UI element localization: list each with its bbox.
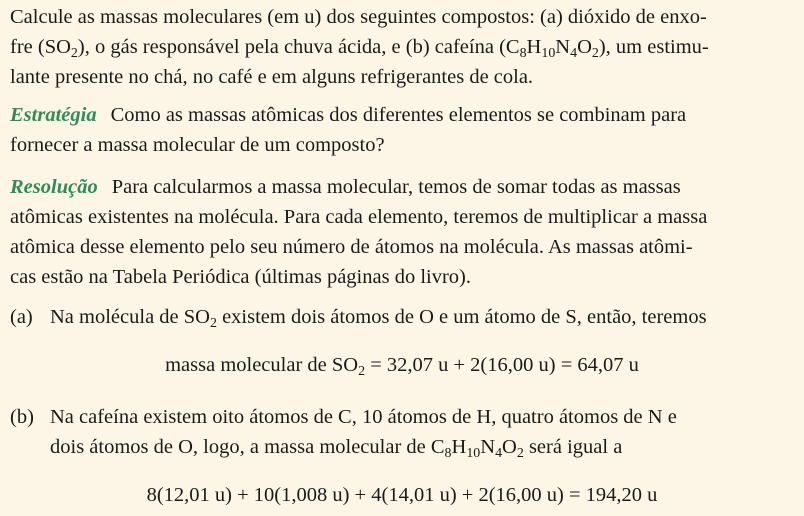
problem-line-3: lante presente no chá, no café e em alguns refrigerantes de cola. xyxy=(10,66,534,88)
part-b-line-1: Na cafeína existem oito átomos de C, 10 átomos de H, quatro átomos de N e xyxy=(50,406,677,428)
strategy-line-1: Como as massas atômicas dos diferentes elementos se combinam para xyxy=(110,104,687,126)
part-b-label: (b) xyxy=(10,406,34,428)
part-b-equation: 8(12,01 u) + 10(1,008 u) + 4(14,01 u) + 2(16,00 u) = 194,20 u xyxy=(146,484,658,506)
part-a xyxy=(10,302,796,332)
resolution-line-2: atômicas existentes na molécula. Para cada elemento, teremos de multiplicar a massa xyxy=(10,206,708,228)
part-b-text xyxy=(50,402,796,462)
resolution-line-3: atômica desse elemento pelo seu número de átomos na molécula. As massas atômi- xyxy=(10,236,693,258)
problem-line-2: fre $(SO_2)$, o gás responsável pela chuva ácida, e (b) cafeína $(C_8H_{10}N_4O_2)$, um estimu- xyxy=(10,36,709,62)
resolution-heading: Resolução xyxy=(10,176,98,198)
resolution-line-4: cas estão na Tabela Periódica (últimas páginas do livro). xyxy=(10,266,471,288)
part-a-equation: massa molecular de $SO_2 = 32,07$ u + 2(16,00 u) = 64,07 u xyxy=(165,354,639,380)
part-b xyxy=(10,402,796,462)
part-b-line-2: dois átomos de O, logo, a massa molecular de $C_8H_{10}N_4O_2$ será igual a xyxy=(50,436,623,462)
resolution-line-1: Para calcularmos a massa molecular, temos de somar todas as massas xyxy=(111,176,681,198)
part-a-label: (a) xyxy=(10,306,33,328)
strategy-heading: Estratégia xyxy=(10,104,97,126)
problem-line-1: Calcule as massas moleculares (em u) dos seguintes compostos: (a) dióxido de enxo- xyxy=(10,6,707,28)
resolution-paragraph xyxy=(10,172,796,292)
problem-statement xyxy=(10,2,796,92)
strategy-line-2: fornecer a massa molecular de um composto? xyxy=(10,134,385,156)
strategy-paragraph xyxy=(10,100,796,160)
part-a-text: Na molécula de $SO_2$ existem dois átomos de O e um átomo de S, então, teremos xyxy=(50,306,707,332)
